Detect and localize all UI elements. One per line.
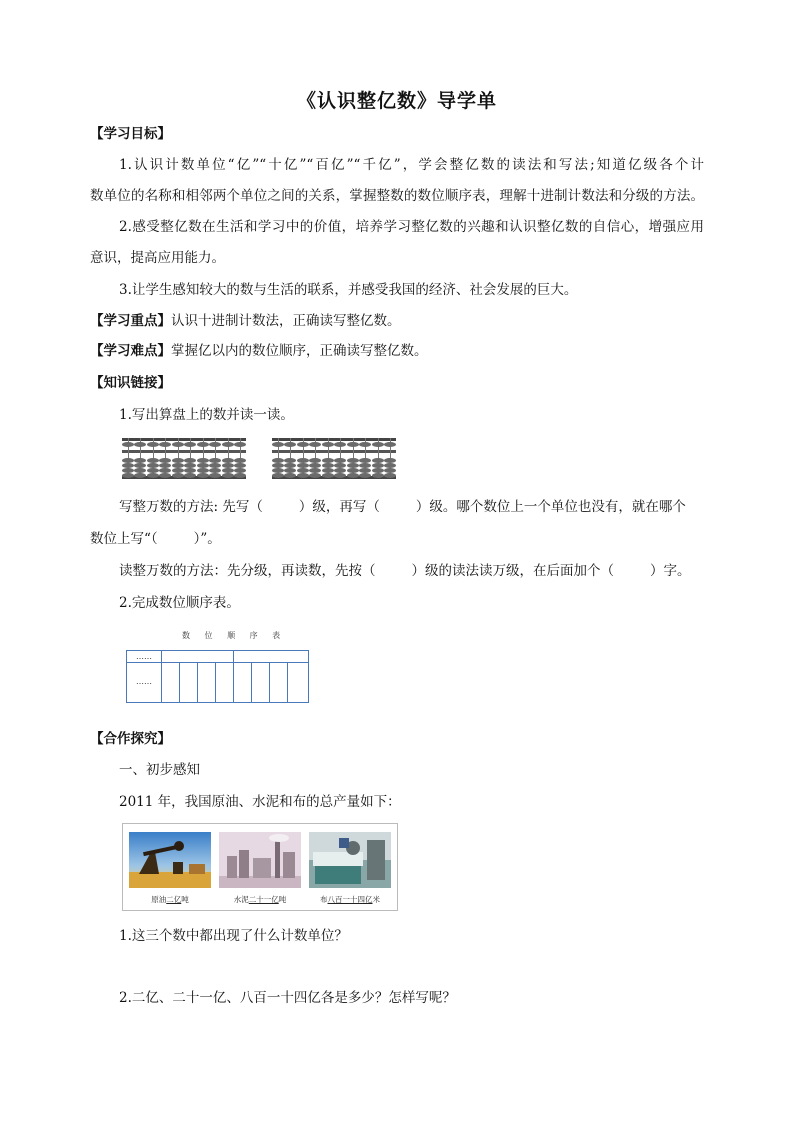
abacus-bead (159, 442, 171, 447)
write-method-line-2: 数位上写“（ ）”。 (90, 531, 221, 547)
abacus-bead (322, 473, 334, 478)
abacus-bead (384, 473, 396, 478)
abacus-bead (347, 473, 359, 478)
abacus-bead (222, 442, 234, 447)
knowledge-q1: 1.写出算盘上的数并读一读。 (119, 407, 294, 423)
goal-2-line-1: 2.感受整亿数在生活和学习中的价值，培养学习整亿数的兴趣和认识整亿数的自信心，增强应用 (119, 219, 704, 235)
table-divider (161, 651, 162, 702)
table-dots-top: …… (136, 652, 152, 661)
abacus-bead (334, 442, 346, 447)
read-method-line: 读整万数的方法：先分级，再读数，先按（ ）级的读法读万级，在后面加个（ ）字。 (119, 563, 691, 579)
difficult-point-label: 【学习难点】 (90, 343, 171, 359)
knowledge-heading: 【知识链接】 (90, 375, 171, 391)
abacus-bead (122, 473, 134, 478)
goal-2-line-2: 意识，提高应用能力。 (90, 250, 225, 266)
page-title: 《认识整亿数》导学单 (296, 90, 497, 112)
explore-section-1: 一、初步感知 (119, 762, 200, 778)
explore-intro: 2011 年，我国原油、水泥和布的总产量如下： (119, 794, 401, 810)
goal-1-line-1: 1.认识计数单位“亿”“十亿”“百亿”“千亿”，学会整亿数的读法和写法;知道亿级各个计 (119, 157, 704, 173)
goal-1-line-2: 数单位的名称和相邻两个单位之间的关系，掌握整数的数位顺序表，理解十进制计数法和分级的方法。 (90, 188, 704, 204)
difficult-point-text: 掌握亿以内的数位顺序，正确读写整亿数。 (171, 343, 428, 359)
abacus-bead (172, 473, 184, 478)
abacus-bead (359, 442, 371, 447)
abacus-bead (297, 473, 309, 478)
explore-q1: 1.这三个数中都出现了什么计数单位？ (119, 928, 348, 944)
abacus-right (272, 436, 396, 480)
abacus-bead (347, 442, 359, 447)
key-point (90, 312, 704, 330)
write-method-line-1: 写整万数的方法: 先写（ ）级，再写（ ）级。哪个数位上一个单位也没有，就在哪个 (119, 499, 686, 515)
table-dots-bottom: …… (136, 677, 152, 686)
abacus-left (122, 436, 246, 480)
explore-q2: 2.二亿、二十一亿、八百一十四亿各是多少？怎样写呢？ (119, 990, 456, 1006)
abacus-bead (122, 442, 134, 447)
table-header-row (127, 651, 308, 663)
abacus-bead (284, 442, 296, 447)
key-point-label: 【学习重点】 (90, 313, 171, 329)
abacus-bead (197, 473, 209, 478)
abacus-bead (147, 442, 159, 447)
textile-machine-image (309, 832, 391, 888)
abacus-bead (272, 442, 284, 447)
abacus-bead (184, 442, 196, 447)
abacus-bead (297, 442, 309, 447)
abacus-bead (147, 473, 159, 478)
abacus-bead (234, 442, 246, 447)
goals-heading: 【学习目标】 (90, 126, 171, 142)
key-point-text: 认识十进制计数法，正确读写整亿数。 (171, 313, 401, 329)
abacus-bead (322, 442, 334, 447)
cement-factory-image (219, 832, 301, 888)
place-value-table (126, 650, 309, 703)
abacus-bead (222, 473, 234, 478)
abacus-bead (309, 442, 321, 447)
explore-heading: 【合作探究】 (90, 731, 171, 747)
difficult-point (90, 342, 704, 360)
abacus-bead (209, 442, 221, 447)
abacus-bead (172, 442, 184, 447)
caption-cement: 水泥二十一亿吨 (233, 895, 287, 904)
abacus-bead (234, 473, 246, 478)
abacus-bead (272, 473, 284, 478)
abacus-bead (134, 442, 146, 447)
abacus-bead (372, 473, 384, 478)
place-table-caption: 数 位 顺 序 表 (182, 631, 287, 640)
abacus-bead (372, 442, 384, 447)
production-pictures (122, 823, 398, 911)
knowledge-q2: 2.完成数位顺序表。 (119, 595, 240, 611)
caption-oil: 原油二亿吨 (151, 895, 189, 904)
oil-pump-image (129, 832, 211, 888)
caption-cloth: 布八百一十四亿米 (320, 895, 380, 904)
abacus-bead (384, 442, 396, 447)
goal-3: 3.让学生感知较大的数与生活的联系，并感受我国的经济、社会发展的巨大。 (119, 282, 578, 298)
abacus-bead (197, 442, 209, 447)
